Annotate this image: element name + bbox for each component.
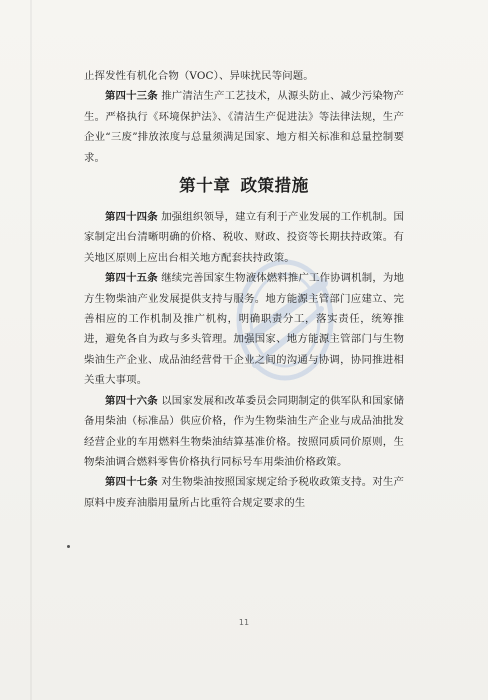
article-45-label: 第四十五条 (105, 272, 158, 285)
article-44 (84, 207, 404, 268)
article-47 (84, 472, 404, 513)
article-43-label: 第四十三条 (105, 90, 158, 103)
article-46-label: 第四十六条 (105, 394, 158, 407)
chapter-title: 政策措施 (240, 176, 309, 196)
article-43 (84, 86, 404, 168)
document-body (84, 66, 404, 513)
article-43-text: 推广清洁生产工艺技术，从源头防止、减少污染物产生。严格执行《环境保护法》、《清洁生产促进法》等法律法规，生产企业“三废”排放浓度与总量须满足国家、地方相关标准和总量控制要求。 (84, 90, 405, 164)
chapter-number: 第十章 (179, 176, 231, 196)
chapter-heading (84, 174, 404, 198)
article-47-text: 对生物柴油按照国家规定给予税收政策支持。对生产原料中废弃油脂用量所占比重符合规定要求的生 (84, 476, 405, 509)
page-number: 11 (238, 618, 250, 627)
article-46-text: 以国家发展和改革委员会同期制定的供军队和国家储备用柴油（标准品）供应价格，作为生物柴油生产企业与成品油批发经营企业的车用燃料生物柴油结算基准价格。按照同质同价原则，生物柴油调合燃料零售价格执行同标号车用柴油价格政策。 (84, 394, 405, 468)
article-46 (84, 391, 404, 473)
article-47-label: 第四十七条 (105, 476, 158, 489)
scan-dot (67, 545, 70, 548)
scan-edge (30, 0, 32, 700)
article-44-label: 第四十四条 (105, 211, 158, 224)
intro-line: 止挥发性有机化合物（VOC）、异味扰民等问题。 (84, 70, 314, 82)
article-45-text: 继续完善国家生物液体燃料推广工作协调机制，为地方生物柴油产业发展提供支持与服务。地方能源主管部门应建立、完善相应的工作机制及推广机构，明确职责分工，落实责任，统筹推进，避免各自为政与多头管理。加强国家、地方能源主管部门与生物柴油生产企业、成品油经营骨干企业之间的沟通与协调，协同推进相关重大事项。 (84, 272, 405, 387)
article-44-text: 加强组织领导，建立有利于产业发展的工作机制。国家制定出台清晰明确的价格、税收、财政、投资等长期扶持政策。有关地区原则上应出台相关地方配套扶持政策。 (84, 211, 405, 264)
article-45 (84, 268, 404, 390)
